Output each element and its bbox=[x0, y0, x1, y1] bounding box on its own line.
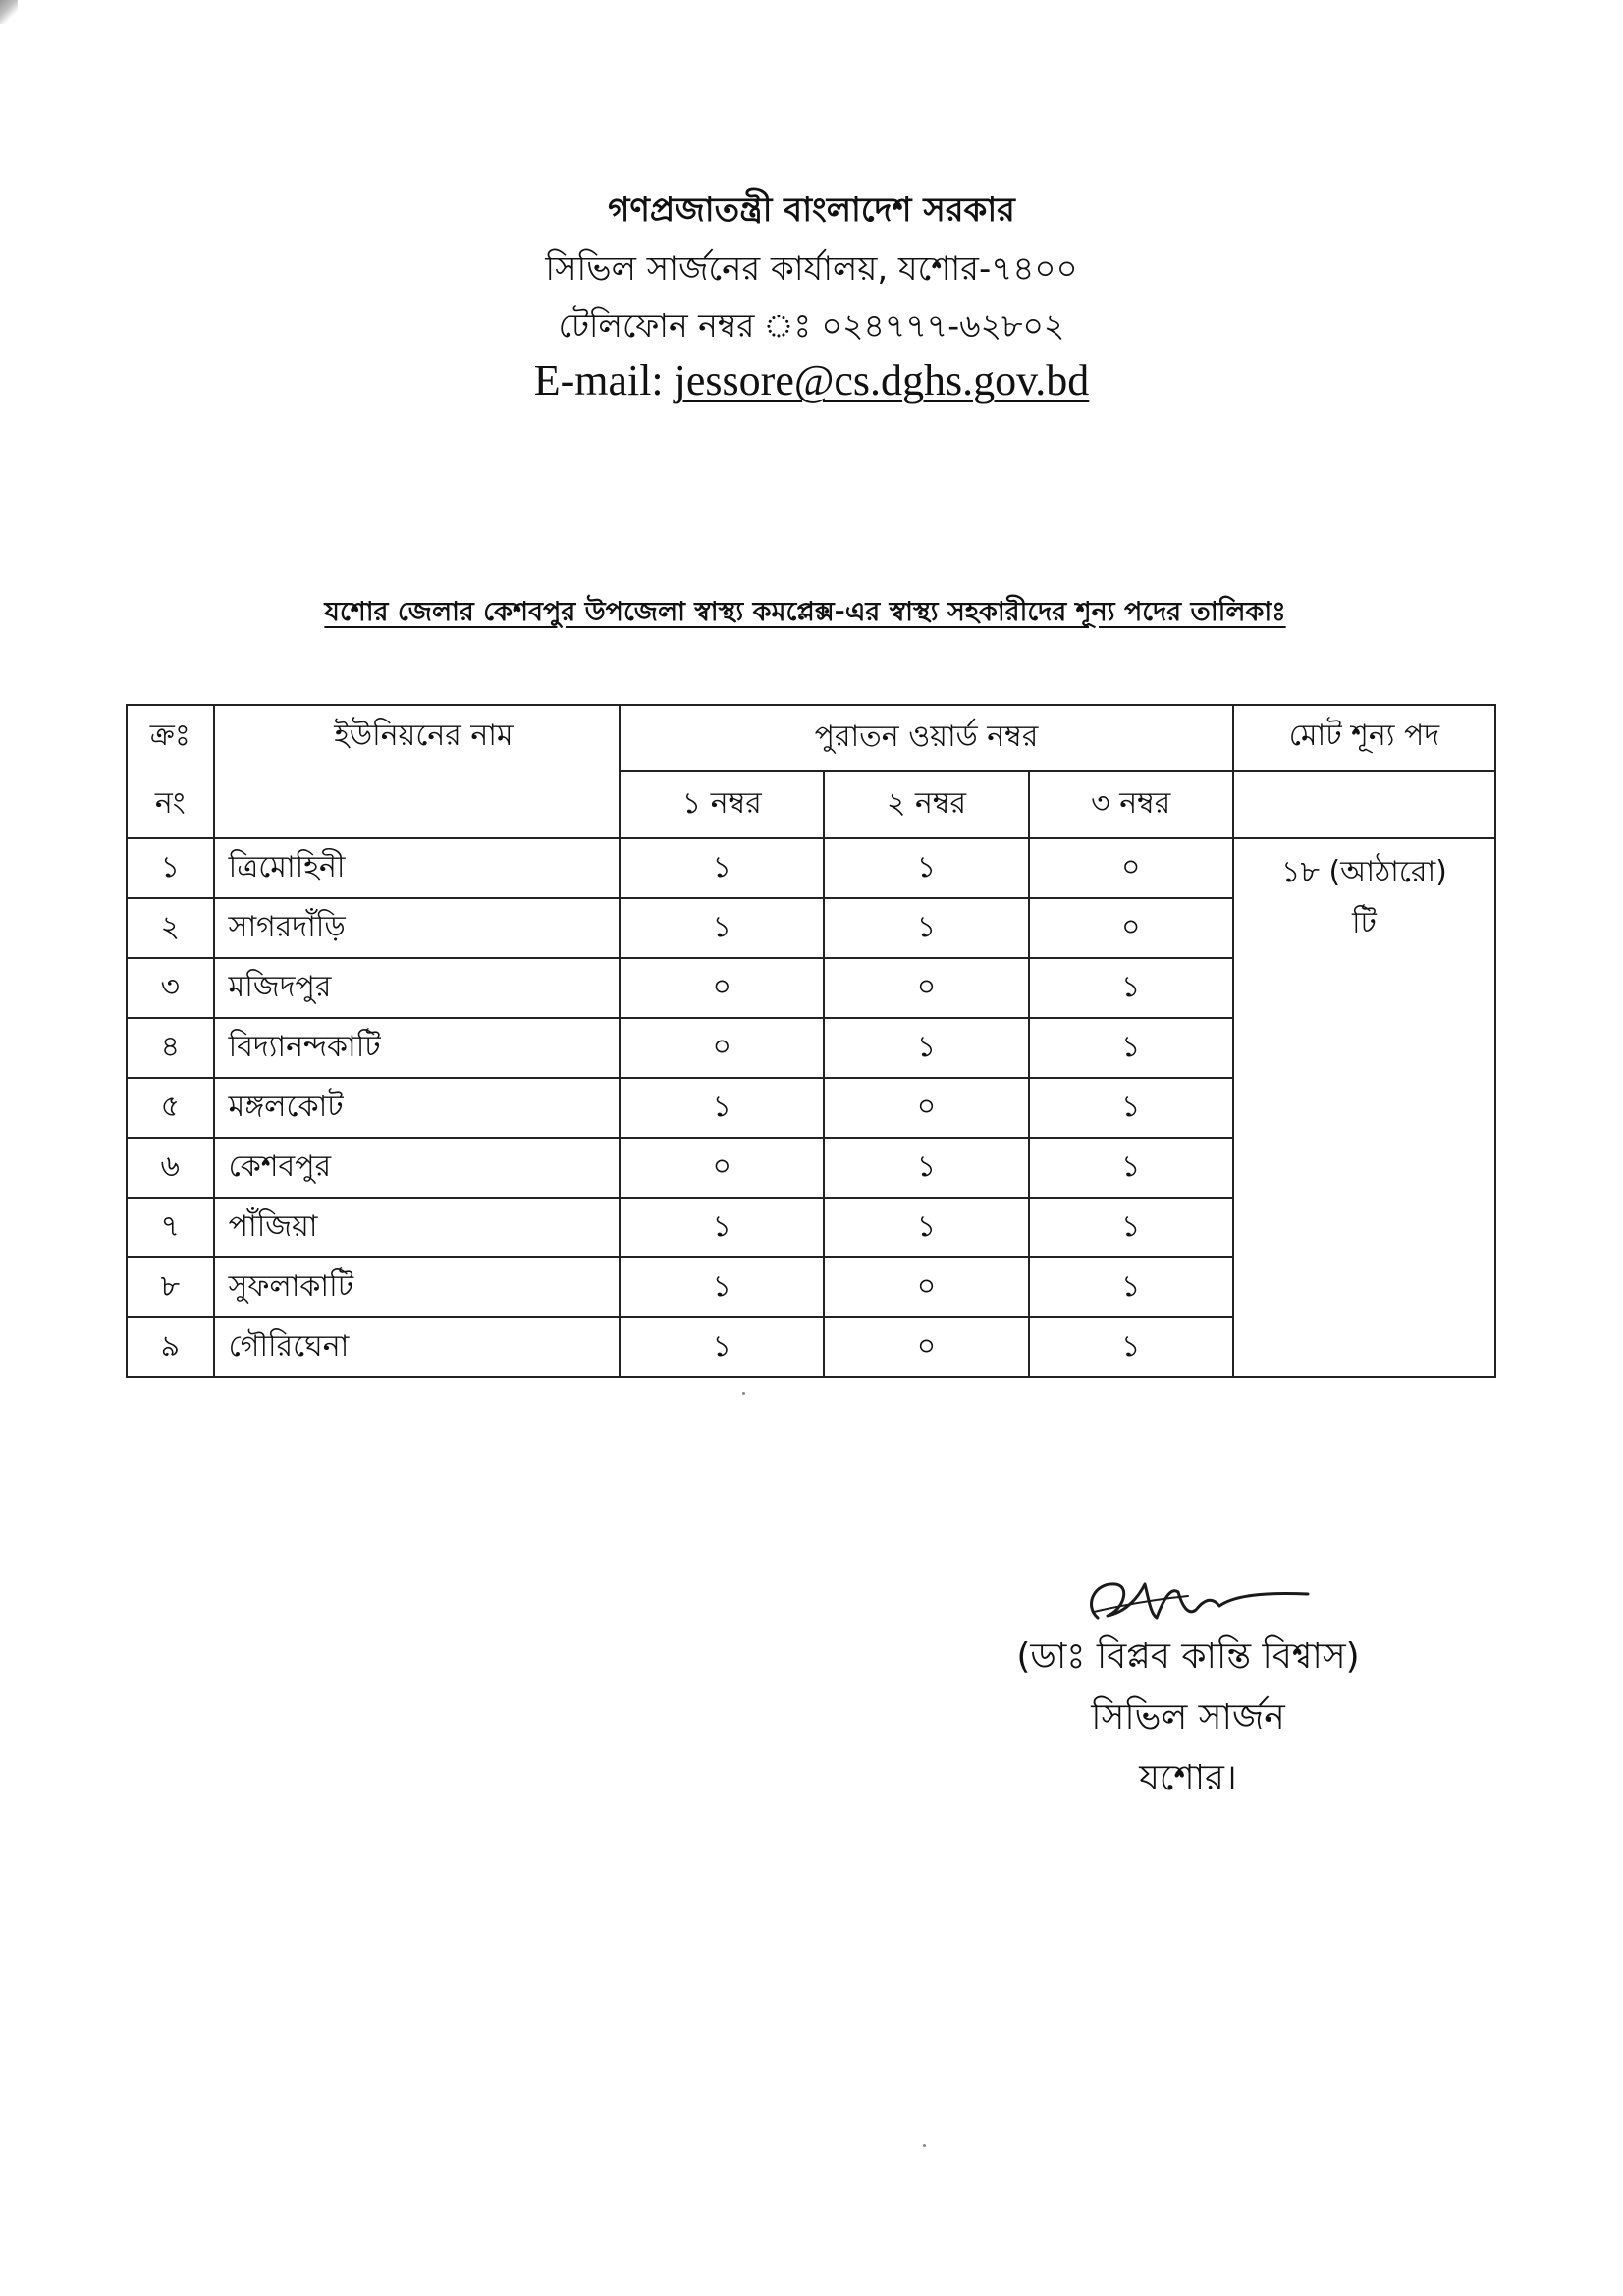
handwritten-signature bbox=[1080, 1567, 1325, 1635]
ward3-cell: ১ bbox=[1029, 1018, 1233, 1078]
ward2-cell: ১ bbox=[824, 838, 1028, 898]
signatory-name: (ডাঃ বিপ্লব কান্তি বিশ্বাস) bbox=[1016, 1636, 1360, 1677]
union-name-cell: ত্রিমোহিনী bbox=[214, 838, 621, 898]
total-vacancy-unit: টি bbox=[1351, 906, 1377, 940]
ward1-cell: ০ bbox=[620, 958, 824, 1018]
serial-cell: ৭ bbox=[127, 1198, 214, 1257]
ward3-cell: ১ bbox=[1029, 1078, 1233, 1138]
total-vacancy-cell bbox=[1233, 838, 1495, 1377]
serial-cell: ৫ bbox=[127, 1078, 214, 1138]
serial-cell: ৪ bbox=[127, 1018, 214, 1078]
ward3-cell: ১ bbox=[1029, 958, 1233, 1018]
col-serial-header-line2: নং bbox=[127, 771, 214, 838]
scan-speck bbox=[923, 2144, 926, 2147]
ward1-cell: ১ bbox=[620, 1198, 824, 1257]
col-total-header: মোট শূন্য পদ bbox=[1233, 705, 1495, 771]
office-address: সিভিল সার্জনের কার্যালয়, যশোর-৭৪০০ bbox=[545, 249, 1078, 289]
ward1-cell: ১ bbox=[620, 1257, 824, 1317]
ward1-cell: ০ bbox=[620, 1018, 824, 1078]
serial-cell: ৩ bbox=[127, 958, 214, 1018]
ward3-cell: ০ bbox=[1029, 898, 1233, 958]
ward1-cell: ০ bbox=[620, 1138, 824, 1198]
union-name-cell: কেশবপুর bbox=[214, 1138, 621, 1198]
union-name-cell: মজিদপুর bbox=[214, 958, 621, 1018]
ward3-cell: ১ bbox=[1029, 1138, 1233, 1198]
table-row bbox=[127, 838, 1495, 898]
union-name-cell: সুফলাকাটি bbox=[214, 1257, 621, 1317]
ward2-cell: ০ bbox=[824, 1078, 1028, 1138]
col-total-header-blank bbox=[1233, 771, 1495, 838]
ward2-cell: ০ bbox=[824, 1317, 1028, 1377]
col-ward2-header: ২ নম্বর bbox=[824, 771, 1028, 838]
ward2-cell: ১ bbox=[824, 1138, 1028, 1198]
col-serial-header: ক্রঃ bbox=[127, 705, 214, 771]
union-name-cell: সাগরদাঁড়ি bbox=[214, 898, 621, 958]
ward1-cell: ১ bbox=[620, 1317, 824, 1377]
serial-cell: ২ bbox=[127, 898, 214, 958]
ward1-cell: ১ bbox=[620, 1078, 824, 1138]
ward3-cell: ১ bbox=[1029, 1257, 1233, 1317]
serial-cell: ৯ bbox=[127, 1317, 214, 1377]
vacancy-table bbox=[126, 704, 1496, 1378]
union-name-cell: বিদ্যানন্দকাটি bbox=[214, 1018, 621, 1078]
email-label: E-mail: bbox=[533, 356, 675, 404]
serial-cell: ৬ bbox=[127, 1138, 214, 1198]
col-ward3-header: ৩ নম্বর bbox=[1029, 771, 1233, 838]
ward3-cell: ১ bbox=[1029, 1317, 1233, 1377]
ward3-cell: ০ bbox=[1029, 838, 1233, 898]
ward2-cell: ১ bbox=[824, 1198, 1028, 1257]
signatory-title: সিভিল সার্জন bbox=[1091, 1697, 1285, 1737]
ward3-cell: ১ bbox=[1029, 1198, 1233, 1257]
serial-cell: ৮ bbox=[127, 1257, 214, 1317]
union-name-cell: গৌরিঘেনা bbox=[214, 1317, 621, 1377]
union-name-cell: পাঁজিয়া bbox=[214, 1198, 621, 1257]
ward2-cell: ০ bbox=[824, 958, 1028, 1018]
scan-corner-mark bbox=[0, 0, 18, 24]
scan-speck bbox=[742, 1392, 745, 1395]
table-title: যশোর জেলার কেশবপুর উপজেলা স্বাস্থ্য কমপ্লেক্স-এর স্বাস্থ্য সহকারীদের শূন্য পদের তালিকাঃ bbox=[324, 597, 1286, 627]
serial-cell: ১ bbox=[127, 838, 214, 898]
ward1-cell: ১ bbox=[620, 838, 824, 898]
col-union-header: ইউনিয়নের নাম bbox=[214, 705, 621, 838]
email-link[interactable]: jessore@cs.dghs.gov.bd bbox=[674, 356, 1090, 404]
email-line bbox=[0, 355, 1623, 405]
ward2-cell: ১ bbox=[824, 1018, 1028, 1078]
union-name-cell: মঙ্গলকোট bbox=[214, 1078, 621, 1138]
government-heading: গণপ্রজাতন্ত্রী বাংলাদেশ সরকার bbox=[608, 190, 1015, 230]
col-ward1-header: ১ নম্বর bbox=[620, 771, 824, 838]
ward2-cell: ১ bbox=[824, 898, 1028, 958]
phone-number: টেলিফোন নম্বর ঃ ০২৪৭৭৭-৬২৮০২ bbox=[558, 306, 1065, 345]
signatory-place: যশোর। bbox=[1139, 1758, 1237, 1798]
col-old-ward-header: পুরাতন ওয়ার্ড নম্বর bbox=[620, 705, 1233, 771]
total-vacancy-count: ১৮ (আঠারো) bbox=[1280, 855, 1447, 889]
ward1-cell: ১ bbox=[620, 898, 824, 958]
ward2-cell: ০ bbox=[824, 1257, 1028, 1317]
